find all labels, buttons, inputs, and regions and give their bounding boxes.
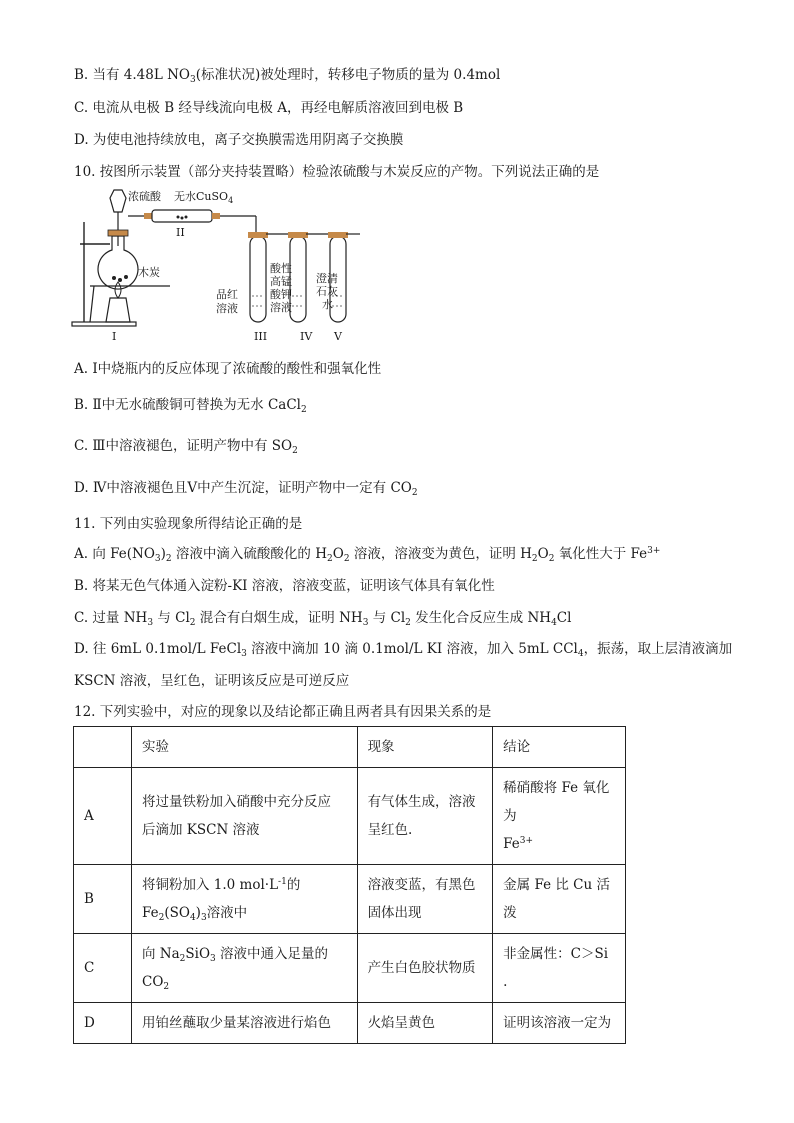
label-kmno4-1: 酸性 [270, 262, 292, 275]
label-iv: IV [300, 330, 313, 343]
row-c-experiment: 向 $Na_2SiO_3$ 溶液中通入足量的 $CO_2$ [131, 934, 357, 1003]
row-b-phenomenon: 溶液变蓝，有黑色 固体出现 [357, 865, 493, 934]
flame [115, 282, 121, 298]
q11-option-a: A. 向 $Fe(NO_3)_2$ 溶液中滴入硫酸酸化的 $H_2O_2$ 溶液，溶液变为黄色，证明 $H_2O_2$ 氧化性大于 $Fe^{3+}$ [74, 546, 661, 564]
apparatus-diagram [70, 186, 390, 346]
label-pinhong-1: 品红 [216, 288, 238, 301]
dropping-funnel [110, 190, 126, 212]
header-experiment: 实验 [131, 727, 357, 768]
q12-table [73, 726, 626, 1044]
table-row-d [74, 1003, 626, 1044]
table-row-c [74, 934, 626, 1003]
q11-option-d: D. 往 6mL 0.1mol/L FeCl$_3$ 溶液中滴加 10 滴 0.1mol/L KI 溶液，加入 5mL CCl$_4$，振荡，取上层清液滴加 [74, 641, 733, 659]
label-kmno4-3: 酸钾 [270, 288, 292, 301]
q10-stem: 10. 按图所示装置（部分夹持装置略）检验浓硫酸与木炭反应的产物。下列说法正确的是 [74, 164, 600, 180]
row-c-conclusion: 非金属性：C＞Si . [493, 934, 626, 1003]
label-kmno4-4: 溶液 [270, 301, 292, 314]
q10-option-a: A. Ⅰ中烧瓶内的反应体现了浓硫酸的酸性和强氧化性 [74, 361, 382, 377]
row-a-conclusion: 稀硝酸将 Fe 氧化为 $Fe^{3+}$ [493, 768, 626, 865]
q9-option-b: B. 当有 4.48L $NO_3$(标准状况)被处理时，转移电子物质的量为 0.4mol [74, 67, 501, 85]
charcoal-pieces [112, 275, 128, 282]
row-d-experiment: 用铂丝蘸取少量某溶液进行焰色 [131, 1003, 357, 1044]
test-tube-iii [250, 236, 266, 322]
label-pinhong-2: 溶液 [216, 302, 238, 315]
label-kmno4-2: 高锰 [270, 275, 292, 288]
label-i: I [112, 330, 117, 343]
label-iii: III [254, 330, 268, 343]
table-row-b [74, 865, 626, 934]
label-lime-2: 石灰 [316, 285, 338, 298]
header-phenomenon: 现象 [357, 727, 493, 768]
q10-option-b: B. Ⅱ中无水硫酸铜可替换为无水 CaCl$_2$ [74, 397, 307, 415]
q11-option-c: C. 过量 $NH_3$ 与 $Cl_2$ 混合有白烟生成，证明 $NH_3$ 与 $Cl_2$ 发生化合反应生成 $NH_4Cl$ [74, 610, 572, 628]
label-lime-3: 水 [322, 298, 333, 311]
flask-stopper [108, 230, 128, 236]
row-a-phenomenon: 有气体生成，溶液 呈红色. [357, 768, 493, 865]
alcohol-lamp [106, 298, 130, 322]
header-conclusion: 结论 [493, 727, 626, 768]
q10-option-d: D. Ⅳ中溶液褪色且Ⅴ中产生沉淀，证明产物中一定有 $CO_2$ [74, 480, 418, 498]
row-b-label: B [74, 865, 132, 934]
label-conc-acid: 浓硫酸 [128, 190, 161, 203]
test-tube-iv [290, 236, 306, 322]
q11-option-d-cont: KSCN 溶液，呈红色，证明该反应是可逆反应 [74, 673, 350, 689]
q11-stem: 11. 下列由实验现象所得结论正确的是 [74, 516, 303, 532]
header-blank [74, 727, 132, 768]
row-d-label: D [74, 1003, 132, 1044]
row-a-experiment: 将过量铁粉加入硝酸中充分反应 后滴加 KSCN 溶液 [131, 768, 357, 865]
q11-option-b: B. 将某无色气体通入淀粉-KI 溶液，溶液变蓝，证明该气体具有氧化性 [74, 578, 495, 594]
tube-ii [152, 210, 212, 222]
label-v: V [334, 330, 342, 343]
q12-stem: 12. 下列实验中，对应的现象以及结论都正确且两者具有因果关系的是 [74, 704, 492, 720]
row-a-label: A [74, 768, 132, 865]
table-header-row [74, 727, 626, 768]
label-charcoal: 木炭 [138, 266, 160, 279]
q9-option-d: D. 为使电池持续放电，离子交换膜需选用阴离子交换膜 [74, 132, 404, 148]
label-cuso4: 无水CuSO$_4$ [174, 190, 234, 205]
row-c-label: C [74, 934, 132, 1003]
row-d-conclusion: 证明该溶液一定为 [493, 1003, 626, 1044]
table-row-a [74, 768, 626, 865]
q10-option-c: C. Ⅲ中溶液褪色，证明产物中有 $SO_2$ [74, 438, 298, 456]
row-b-conclusion: 金属 Fe 比 Cu 活泼 [493, 865, 626, 934]
row-d-phenomenon: 火焰呈黄色 [357, 1003, 493, 1044]
row-b-experiment: 将铜粉加入 1.0 $mol\cdot L^{-1}$的 $Fe_2(SO_4)_3$溶液中 [131, 865, 357, 934]
label-ii: II [176, 226, 185, 239]
cuso4-powder [177, 216, 188, 220]
label-lime-1: 澄清 [316, 272, 338, 285]
row-c-phenomenon: 产生白色胶状物质 [357, 934, 493, 1003]
q9-option-c: C. 电流从电极 B 经导线流向电极 A，再经电解质溶液回到电极 B [74, 100, 464, 116]
